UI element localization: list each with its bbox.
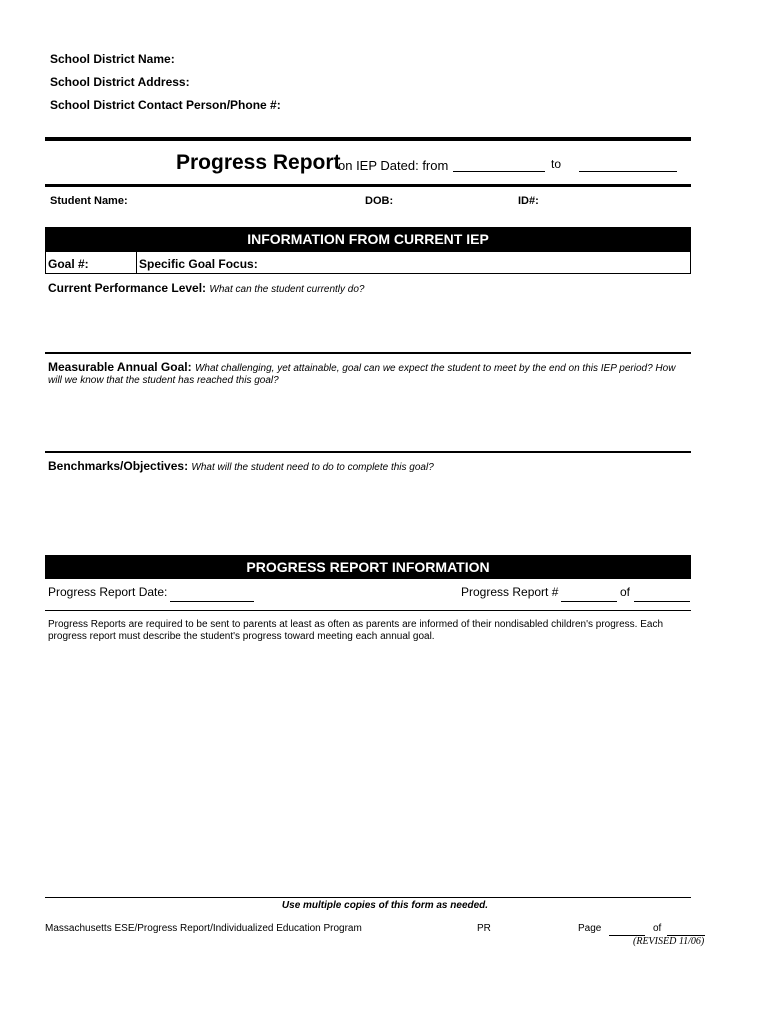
dob-label: DOB: [365,195,394,207]
benchmarks-prompt: What will the student need to do to complete this goal? [191,462,434,473]
footer-program: Massachusetts ESE/Progress Report/Individualized Education Program [45,923,362,934]
iep-to-label: to [551,157,562,171]
iep-dated-label: on IEP Dated: from [338,158,449,173]
benchmarks-label: Benchmarks/Objectives: [48,459,189,473]
progress-of-label: of [620,585,631,599]
district-contact-label: School District Contact Person/Phone #: [50,98,281,112]
progress-divider [45,610,691,611]
performance-level-label: Current Performance Level: [48,281,207,295]
district-address-label: School District Address: [50,75,190,89]
annual-goal [48,360,698,374]
benchmarks [48,459,434,473]
iep-to-field[interactable] [579,171,677,172]
page-title: Progress Report [176,151,341,174]
annual-goal-label: Measurable Annual Goal: [48,360,192,374]
top-divider [45,137,691,141]
goal-focus-label: Specific Goal Focus: [139,257,258,271]
footer-of-label: of [653,923,662,934]
goal-number-label: Goal #: [48,257,89,271]
progress-date-field[interactable] [170,601,254,602]
annual-goal-prompt-1: What challenging, yet attainable, goal can we expect the student to meet by the end on this IEP period? How [194,363,676,374]
annual-goal-divider [45,451,691,453]
progress-number-field[interactable] [561,601,617,602]
id-label: ID#: [518,195,539,207]
annual-goal-prompt-2: will we know that the student has reached this goal? [48,375,279,386]
footer-page-label: Page [578,923,602,934]
revised-date: (REVISED 11/06) [633,936,705,947]
goal-row-divider [136,252,137,273]
footer-divider [45,897,691,898]
progress-date-label: Progress Report Date: [48,585,168,599]
performance-divider [45,352,691,354]
performance-level [48,281,365,295]
copies-note: Use multiple copies of this form as needed. [281,900,489,911]
student-name-label: Student Name: [50,195,128,207]
footer-code: PR [477,923,491,934]
progress-note-line-2: progress report must describe the student's progress toward meeting each annual goal. [48,631,435,642]
iep-from-field[interactable] [453,171,545,172]
progress-info-header: PROGRESS REPORT INFORMATION [45,555,691,579]
progress-note-line-1: Progress Reports are required to be sent to parents at least as often as parents are informed of their nondisabled children's progress. Each [48,619,664,630]
district-name-label: School District Name: [50,52,175,66]
progress-total-field[interactable] [634,601,690,602]
title-divider [45,184,691,187]
performance-level-prompt: What can the student currently do? [209,284,365,295]
current-iep-header: INFORMATION FROM CURRENT IEP [45,227,691,251]
progress-number-label: Progress Report # [461,585,559,599]
